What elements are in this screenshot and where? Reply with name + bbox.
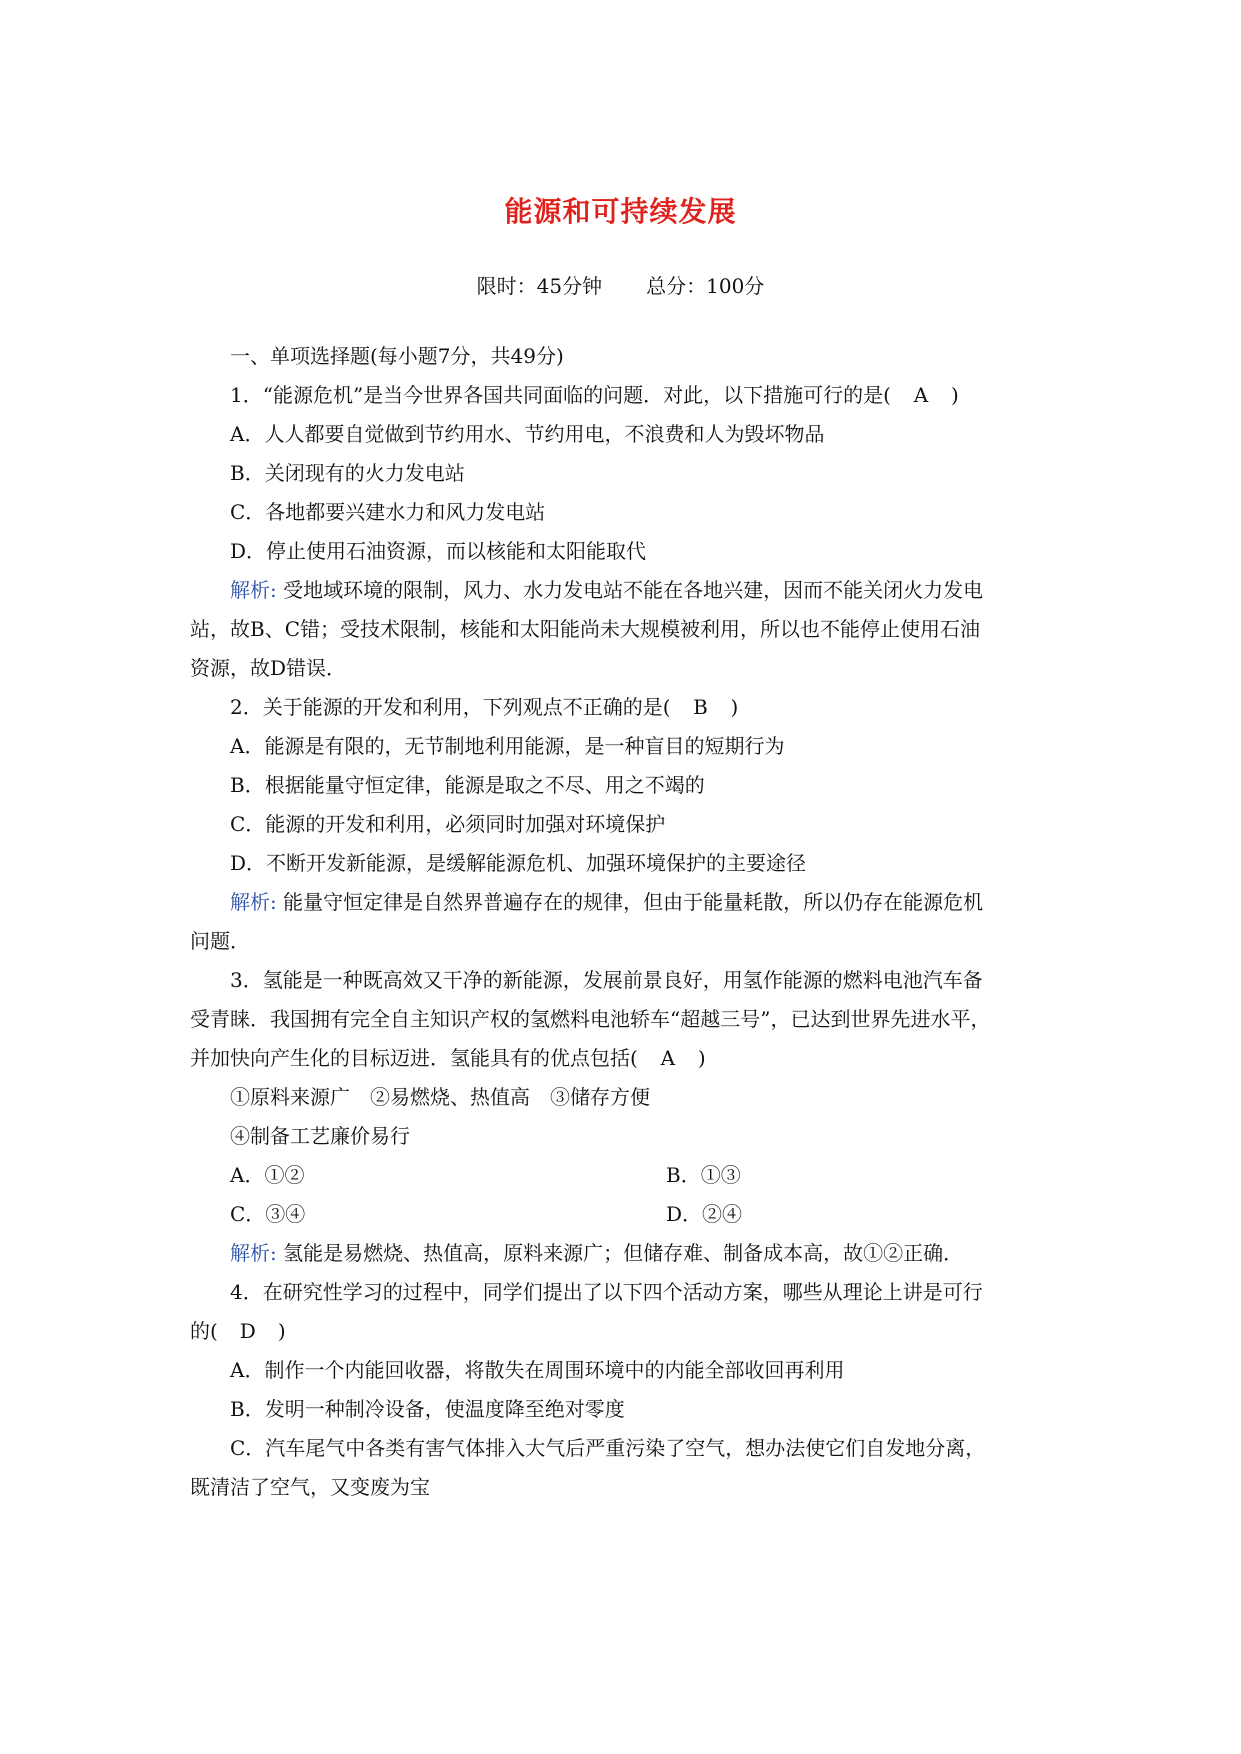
- question-3-stem: 3．氢能是一种既高效又干净的新能源，发展前景良好，用氢作能源的燃料电池汽车备: [230, 968, 983, 992]
- question-3-option: C．③④: [230, 1202, 306, 1226]
- question-1-analysis: 解析: 受地域环境的限制，风力、水力发电站不能在各地兴建，因而不能关闭火力发电: [230, 578, 984, 602]
- question-3-item: ④制备工艺廉价易行: [230, 1124, 410, 1148]
- question-1-analysis-line: 资源，故D错误．: [190, 656, 347, 680]
- question-3-option: A．①②: [230, 1163, 305, 1187]
- question-2-option: D．不断开发新能源，是缓解能源危机、加强环境保护的主要途径: [230, 851, 807, 875]
- analysis-label: 解析:: [230, 578, 277, 602]
- question-1-option: A．人人都要自觉做到节约用水、节约用电，不浪费和人为毁坏物品: [230, 422, 825, 446]
- question-3-stem-line: 受青睐．我国拥有完全自主知识产权的氢燃料电池轿车“超越三号”，已达到世界先进水平，: [190, 1007, 991, 1031]
- question-3-answer: A: [660, 1046, 676, 1070]
- question-2-option: C．能源的开发和利用，必须同时加强对环境保护: [230, 812, 666, 836]
- question-3-item: ①原料来源广 ②易燃烧、热值高 ③储存方便: [230, 1085, 650, 1109]
- document-title: 能源和可持续发展: [504, 195, 737, 228]
- question-2-option: B．根据能量守恒定律，能源是取之不尽、用之不竭的: [230, 773, 705, 797]
- analysis-label: 解析:: [230, 890, 277, 914]
- total-score: 总分：100分: [646, 274, 765, 298]
- question-1-answer: A: [913, 383, 929, 407]
- question-2-analysis: 解析: 能量守恒定律是自然界普遍存在的规律，但由于能量耗散，所以仍存在能源危机: [230, 890, 984, 914]
- analysis-label: 解析:: [230, 1241, 277, 1265]
- question-3-stem-line: 并加快向产生化的目标迈进．氢能具有的优点包括( A ): [190, 1043, 706, 1073]
- question-2-stem: 2．关于能源的开发和利用，下列观点不正确的是( B ): [230, 692, 738, 722]
- question-4-stem: 4．在研究性学习的过程中，同学们提出了以下四个活动方案，哪些从理论上讲是可行: [230, 1280, 983, 1304]
- section-heading: 一、单项选择题(每小题7分，共49分): [230, 344, 564, 368]
- question-2-answer: B: [693, 695, 708, 719]
- question-3-analysis: 解析: 氢能是易燃烧、热值高，原料来源广；但储存难、制备成本高，故①②正确．: [230, 1241, 964, 1265]
- question-1-stem: 1．“能源危机”是当今世界各国共同面临的问题．对此，以下措施可行的是( A ): [230, 380, 959, 410]
- question-4-option: A．制作一个内能回收器，将散失在周围环境中的内能全部收回再利用: [230, 1358, 845, 1382]
- question-4-option: C．汽车尾气中各类有害气体排入大气后严重污染了空气，想办法使它们自发地分离，: [230, 1436, 986, 1460]
- question-4-stem-line: 的( D ): [190, 1316, 286, 1346]
- question-3-option: D．②④: [666, 1202, 743, 1226]
- question-2-option: A．能源是有限的，无节制地利用能源，是一种盲目的短期行为: [230, 734, 785, 758]
- question-1-option: C．各地都要兴建水力和风力发电站: [230, 500, 546, 524]
- question-1-option: D．停止使用石油资源，而以核能和太阳能取代: [230, 539, 647, 563]
- exam-meta: [0, 270, 1241, 299]
- time-limit: 限时：45分钟: [476, 274, 603, 298]
- question-2-analysis-line: 问题．: [190, 929, 250, 953]
- question-4-option: B．发明一种制冷设备，使温度降至绝对零度: [230, 1397, 625, 1421]
- question-1-analysis-line: 站，故B、C错；受技术限制，核能和太阳能尚未大规模被利用，所以也不能停止使用石油: [190, 617, 980, 641]
- question-4-option-line: 既清洁了空气，又变废为宝: [190, 1475, 430, 1499]
- question-1-option: B．关闭现有的火力发电站: [230, 461, 465, 485]
- question-4-answer: D: [239, 1319, 256, 1343]
- question-3-option: B．①③: [666, 1163, 741, 1187]
